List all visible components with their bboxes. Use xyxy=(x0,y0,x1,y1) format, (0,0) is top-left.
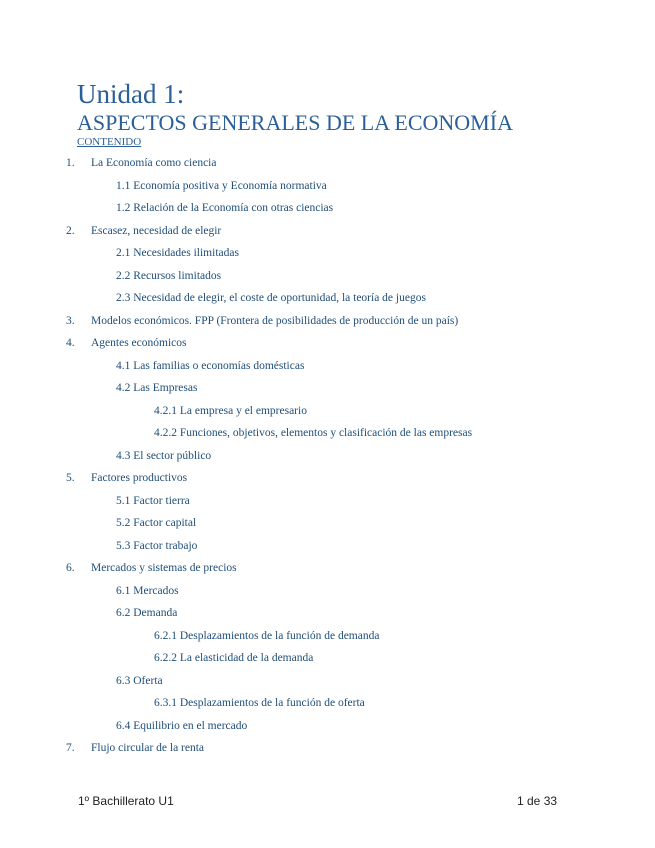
toc-item-number: 7. xyxy=(66,742,75,754)
page-subtitle: ASPECTOS GENERALES DE LA ECONOMÍA xyxy=(77,110,513,135)
toc-item[interactable] xyxy=(0,152,655,175)
toc-item-text: 1.2 Relación de la Economía con otras ciencias xyxy=(116,202,334,214)
toc-item-number: 1. xyxy=(66,157,75,169)
toc-item-text: Modelos económicos. FPP (Frontera de posibilidades de producción de un país) xyxy=(91,314,459,327)
toc-item[interactable] xyxy=(0,175,655,198)
toc-item-text: 6.2 Demanda xyxy=(116,607,178,619)
toc-item[interactable] xyxy=(0,445,655,468)
toc-item-text: La Economía como ciencia xyxy=(91,157,217,169)
toc-item-text: Escasez, necesidad de elegir xyxy=(91,224,222,237)
toc-item-text: 4.1 Las familias o economías domésticas xyxy=(116,359,305,372)
toc-item-text: 5.1 Factor tierra xyxy=(116,494,190,507)
toc-item[interactable] xyxy=(0,467,655,490)
toc-item-text: 6.2.2 La elasticidad de la demanda xyxy=(154,652,314,664)
toc-item[interactable] xyxy=(0,512,655,535)
toc-item-text: 5.2 Factor capital xyxy=(116,517,197,529)
footer-page-number: 1 de 33 xyxy=(517,794,558,808)
toc-item[interactable] xyxy=(0,692,655,715)
toc-item-number: 6. xyxy=(66,562,75,574)
toc-item[interactable] xyxy=(0,737,655,760)
toc-item-text: 2.2 Recursos limitados xyxy=(116,269,222,282)
toc-item-text: 4.3 El sector público xyxy=(116,449,212,462)
toc-item-text: 4.2.1 La empresa y el empresario xyxy=(154,404,307,417)
toc-item[interactable] xyxy=(0,490,655,513)
toc-item-text: Agentes económicos xyxy=(91,337,187,349)
toc-item-text: Factores productivos xyxy=(91,472,188,484)
toc-item[interactable] xyxy=(0,535,655,558)
toc-item-number: 3. xyxy=(66,314,75,327)
toc-item[interactable] xyxy=(0,310,655,333)
toc-item-text: 5.3 Factor trabajo xyxy=(116,539,198,552)
toc-item[interactable] xyxy=(0,377,655,400)
toc-item-number: 2. xyxy=(66,224,75,237)
toc-item-text: 6.3 Oferta xyxy=(116,674,163,687)
toc-item-text: 4.2 Las Empresas xyxy=(116,382,198,394)
toc-item[interactable] xyxy=(0,287,655,310)
page-title: Unidad 1: xyxy=(77,79,185,109)
toc-item[interactable] xyxy=(0,242,655,265)
toc-item-text: 6.4 Equilibrio en el mercado xyxy=(116,719,248,732)
contenido-heading: CONTENIDO xyxy=(77,136,142,148)
toc-item[interactable] xyxy=(0,265,655,288)
toc-item-text: 2.1 Necesidades ilimitadas xyxy=(116,247,239,259)
toc-item[interactable] xyxy=(0,647,655,670)
toc-item[interactable] xyxy=(0,220,655,243)
toc-item-number: 5. xyxy=(66,472,75,484)
toc-item[interactable] xyxy=(0,580,655,603)
toc-item[interactable] xyxy=(0,625,655,648)
toc-item-text: 2.3 Necesidad de elegir, el coste de oportunidad, la teoría de juegos xyxy=(116,292,426,304)
toc-item-text: Flujo circular de la renta xyxy=(91,742,205,754)
toc-item[interactable] xyxy=(0,670,655,693)
toc-item-text: 6.3.1 Desplazamientos de la función de oferta xyxy=(154,697,365,709)
table-of-contents xyxy=(0,152,655,760)
toc-item-text: 6.1 Mercados xyxy=(116,584,179,597)
footer-course-label: 1º Bachillerato U1 xyxy=(78,794,174,808)
toc-item[interactable] xyxy=(0,602,655,625)
toc-item-text: Mercados y sistemas de precios xyxy=(91,562,237,574)
toc-item[interactable] xyxy=(0,332,655,355)
toc-item[interactable] xyxy=(0,400,655,423)
toc-item-text: 4.2.2 Funciones, objetivos, elementos y clasificación de las empresas xyxy=(154,427,473,439)
toc-item-number: 4. xyxy=(66,337,75,349)
toc-item[interactable] xyxy=(0,197,655,220)
toc-item[interactable] xyxy=(0,557,655,580)
toc-item[interactable] xyxy=(0,715,655,738)
toc-item-text: 6.2.1 Desplazamientos de la función de demanda xyxy=(154,629,380,642)
toc-item[interactable] xyxy=(0,355,655,378)
toc-item[interactable] xyxy=(0,422,655,445)
toc-item-text: 1.1 Economía positiva y Economía normativa xyxy=(116,179,327,192)
